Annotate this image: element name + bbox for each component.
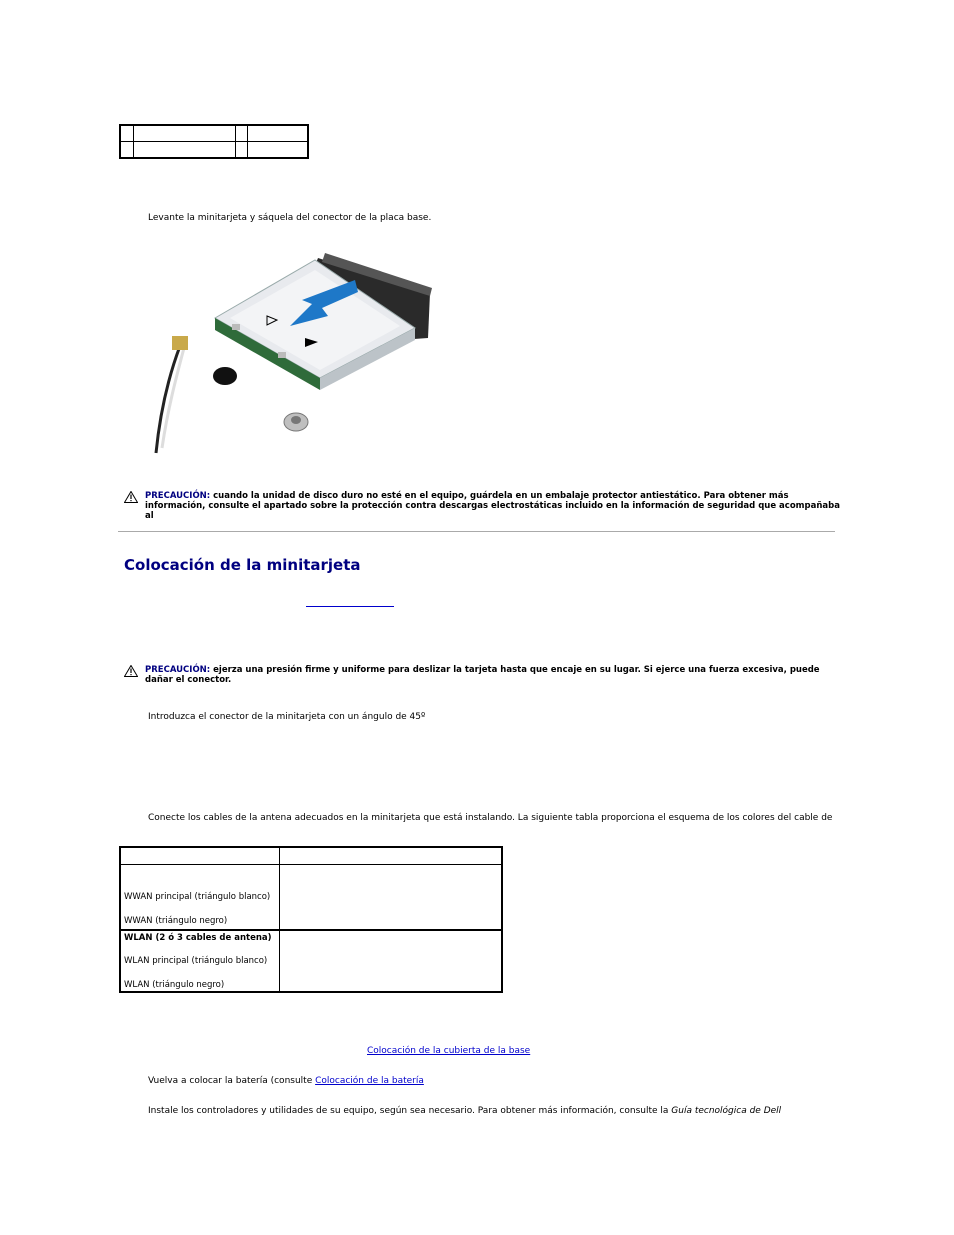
step-connect-cables: Conecte los cables de la antena adecuados en la minitarjeta que está instalando. La siguiente tabla proporciona el esquema de los colores del cable de [148,813,833,823]
antenna-connector [232,324,240,330]
step-lift-card: Levante la minitarjeta y sáquela del conector de la placa base. [148,213,432,223]
table-column-divider [279,848,280,991]
caution-icon [124,665,138,677]
table-row-divider [121,141,307,142]
antenna-cable-connector [172,336,188,350]
caution-pressure [145,665,845,685]
caution-label: PRECAUCIÓN: [145,491,211,501]
base-cover-link[interactable]: Colocación de la cubierta de la base [367,1046,531,1056]
table-column-divider [133,126,134,157]
caution-text-line2: dañar el conector. [145,675,232,685]
table-cell: WWAN (triángulo negro) [124,916,228,926]
antenna-connector [278,352,286,358]
caution-text-line2: información, consulte el apartado sobre la protección contra descargas electrostáticas incluido en la información de seguridad que acompañaba al [145,501,840,521]
caution-icon [124,491,138,503]
caution-label: PRECAUCIÓN: [145,665,211,675]
table-row-divider [121,929,501,931]
link-underline[interactable] [306,606,394,607]
rubber-pad [213,367,237,385]
table-cell: WLAN principal (triángulo blanco) [124,956,268,966]
step-install-drivers [148,1105,781,1117]
table-column-divider [247,126,248,157]
table-row-divider [121,864,501,865]
caution-storage [145,491,845,521]
table-cell: WWAN principal (triángulo blanco) [124,892,271,902]
drivers-guide-title: Guía tecnológica de Dell [671,1106,782,1116]
step-replace-battery [148,1075,424,1087]
battery-text: Vuelva a colocar la batería (consulte [148,1076,316,1086]
parts-table [119,124,309,159]
section-title: Colocación de la minitarjeta [124,556,361,574]
antenna-cable-black [156,346,180,453]
minicard-removal-illustration [150,248,440,458]
antenna-color-table [119,846,503,993]
battery-link[interactable]: Colocación de la batería [315,1076,424,1086]
table-column-divider [235,126,236,157]
caution-text-line1: ejerza una presión firme y uniforme para deslizar la tarjeta hasta que encaje en su lugar. Si ejerce una fuerza excesiva, puede [210,665,820,675]
drivers-text: Instale los controladores y utilidades de su equipo, según sea necesario. Para obtener más información, consulte la [148,1106,672,1116]
table-cell: WLAN (triángulo negro) [124,980,225,990]
section-divider [118,531,835,532]
step-insert-card: Introduzca el conector de la minitarjeta con un ángulo de 45º [148,712,426,722]
screw-hole [291,416,301,424]
caution-text-line1: cuando la unidad de disco duro no esté en el equipo, guárdela en un embalaje protector antiestático. Para obtener más [210,491,789,501]
table-cell-header: WLAN (2 ó 3 cables de antena) [124,933,272,943]
